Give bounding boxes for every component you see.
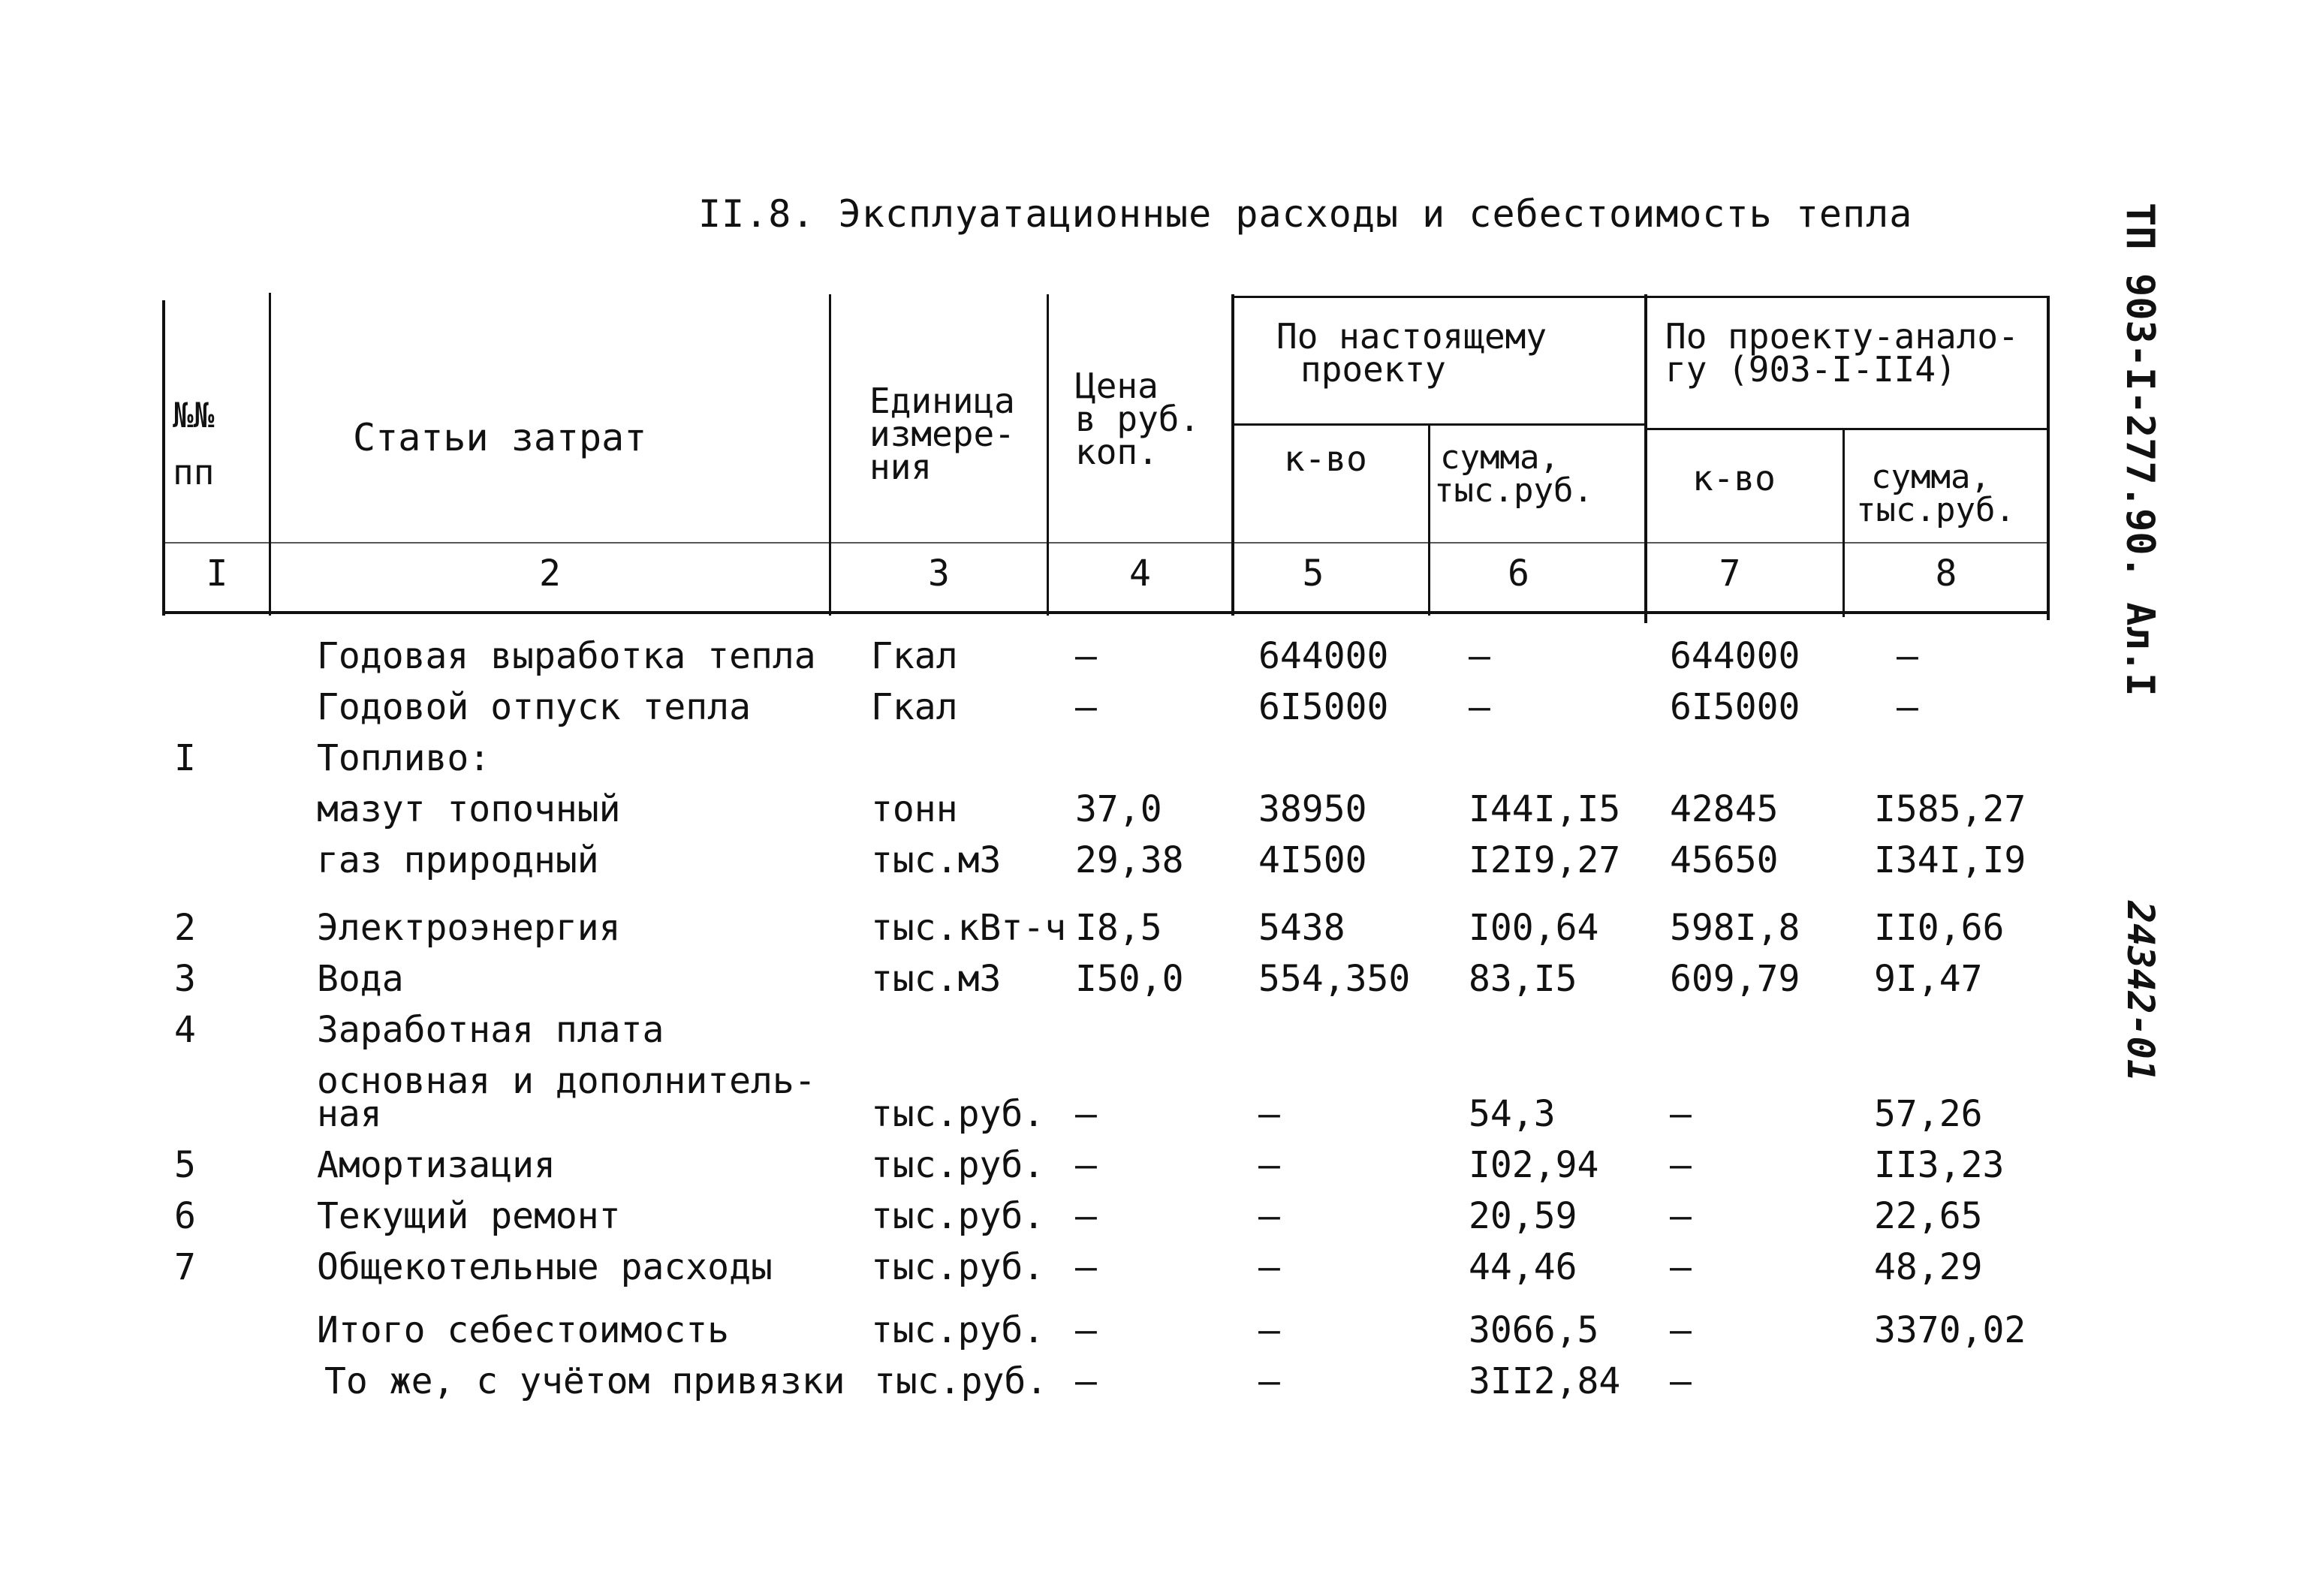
header-unit-line3: ния — [869, 447, 933, 487]
cell-qty-analog: 598I,8 — [1670, 907, 1800, 949]
cell-sum-analog: – — [1897, 635, 1918, 677]
cell-qty-analog: – — [1670, 1246, 1692, 1288]
cell-price: – — [1075, 635, 1097, 677]
hline-group2 — [1644, 428, 2050, 430]
cell-sum-current: I02,94 — [1469, 1144, 1599, 1186]
cell-qty-current: 5438 — [1258, 907, 1345, 949]
cell-num: I — [174, 737, 196, 779]
cell-name: газ природный — [317, 839, 599, 881]
hline-group1 — [1231, 423, 1646, 426]
cell-name: Годовой отпуск тепла — [317, 686, 751, 728]
cell-unit: тыс.кВт-ч — [871, 907, 1067, 949]
cell-sum-current: – — [1469, 635, 1490, 677]
header-group-analog — [1665, 316, 2019, 390]
cell-num: 3 — [174, 958, 196, 1000]
cell-price: – — [1075, 1360, 1097, 1402]
header-group-current-line2: проекту — [1300, 349, 1446, 390]
document-number — [2095, 901, 2170, 1126]
cell-qty-analog: – — [1670, 1144, 1692, 1186]
cell-sum-analog: – — [1897, 686, 1918, 728]
header-qty-analog: к-во — [1692, 458, 1776, 498]
cell-sum-current: 83,I5 — [1469, 958, 1577, 1000]
header-items: Статьи затрат — [353, 416, 647, 459]
cell-name: Электроэнергия — [317, 907, 621, 949]
header-group-analog-line2: гу (903-I-II4) — [1665, 349, 1957, 390]
cell-sum-current: I44I,I5 — [1469, 788, 1621, 830]
cell-name: Топливо: — [317, 737, 491, 779]
cell-unit: тыс.руб. — [871, 1093, 1045, 1135]
cell-qty-current: – — [1258, 1195, 1280, 1237]
header-sum-current-line1: сумма, — [1440, 438, 1559, 477]
cell-unit: Гкал — [871, 635, 958, 677]
hline-colnums — [162, 542, 2050, 544]
header-price — [1075, 366, 1201, 472]
colnum-8: 8 — [1935, 553, 1957, 595]
cell-unit: тыс.руб. — [871, 1144, 1045, 1186]
header-price-line1: Цена — [1075, 366, 1159, 406]
header-num-line1: №№ — [173, 395, 215, 435]
cell-qty-analog: 609,79 — [1670, 958, 1800, 1000]
cell-name: Вода — [317, 958, 404, 1000]
cell-name: мазут топочный — [317, 788, 621, 830]
header-qty-current: к-во — [1284, 438, 1367, 479]
header-unit-line1: Единица — [869, 381, 1015, 421]
colnum-5: 5 — [1302, 553, 1324, 595]
cell-qty-analog: – — [1670, 1195, 1692, 1237]
document-code-text: ТП 903-I-277.90. Ал.I — [2117, 203, 2162, 697]
hline-top — [1231, 296, 2050, 298]
cell-price: – — [1075, 1309, 1097, 1351]
cell-price: I8,5 — [1075, 907, 1162, 949]
header-group-current-line1: По настоящему — [1276, 316, 1547, 357]
header-unit-line2: измере- — [869, 414, 1015, 454]
cell-qty-current: 554,350 — [1258, 958, 1411, 1000]
cell-qty-current: – — [1258, 1309, 1280, 1351]
cell-unit: тыс.м3 — [871, 958, 1002, 1000]
cell-qty-current: 644000 — [1258, 635, 1389, 677]
header-price-line3: коп. — [1075, 432, 1159, 472]
cell-num: 7 — [174, 1246, 196, 1288]
colnum-2: 2 — [539, 553, 561, 595]
hline-bottom — [162, 611, 2050, 614]
cell-qty-current: 38950 — [1258, 788, 1367, 830]
cell-sum-current: 44,46 — [1469, 1246, 1577, 1288]
cell-price: – — [1075, 1246, 1097, 1288]
header-group-analog-line1: По проекту-анало- — [1665, 316, 2019, 357]
cell-price: 37,0 — [1075, 788, 1162, 830]
cell-sum-current: I00,64 — [1469, 907, 1599, 949]
cell-unit: тыс.м3 — [871, 839, 1002, 881]
cell-name: То же, с учётом привязки — [324, 1360, 845, 1402]
cell-unit: тыс.руб. — [871, 1195, 1045, 1237]
cell-sum-current: – — [1469, 686, 1490, 728]
cell-name: Заработная плата — [317, 1009, 664, 1051]
cell-unit: Гкал — [871, 686, 958, 728]
cell-qty-analog: 644000 — [1670, 635, 1800, 677]
cell-sum-analog: II0,66 — [1874, 907, 2005, 949]
cell-qty-analog: 6I5000 — [1670, 686, 1800, 728]
cell-num: 4 — [174, 1009, 196, 1051]
cell-qty-current: – — [1258, 1093, 1280, 1135]
cell-qty-analog: – — [1670, 1360, 1692, 1402]
header-group-current — [1276, 316, 1547, 390]
cell-price: – — [1075, 1144, 1097, 1186]
cell-sum-analog: 9I,47 — [1874, 958, 1983, 1000]
colnum-4: 4 — [1129, 553, 1151, 595]
cell-qty-current: – — [1258, 1144, 1280, 1186]
cell-price: – — [1075, 686, 1097, 728]
cell-sum-analog: 57,26 — [1874, 1093, 1983, 1135]
header-num-line2: пп — [173, 452, 215, 492]
cell-name: основная и дополнитель- — [317, 1060, 816, 1102]
cell-name: ная — [317, 1093, 382, 1135]
header-unit — [869, 381, 1015, 487]
header-sum-current-line2: тыс.руб. — [1434, 471, 1593, 510]
cell-name: Общекотельные расходы — [317, 1246, 773, 1288]
cell-qty-current: – — [1258, 1246, 1280, 1288]
cell-sum-analog: 48,29 — [1874, 1246, 1983, 1288]
cell-sum-analog: II3,23 — [1874, 1144, 2005, 1186]
cell-sum-analog: 3370,02 — [1874, 1309, 2026, 1351]
cell-unit: тыс.руб. — [871, 1246, 1045, 1288]
cell-name: Текущий ремонт — [317, 1195, 621, 1237]
cell-qty-current: 4I500 — [1258, 839, 1367, 881]
cell-qty-analog: – — [1670, 1309, 1692, 1351]
cell-sum-analog: 22,65 — [1874, 1195, 1983, 1237]
colnum-6: 6 — [1508, 553, 1529, 595]
document-number-text: 24342-01 — [2119, 901, 2162, 1082]
cell-price: – — [1075, 1093, 1097, 1135]
cell-price: I50,0 — [1075, 958, 1184, 1000]
header-sum-analog-line1: сумма, — [1871, 458, 1990, 496]
colnum-1: I — [206, 553, 228, 595]
cell-price: – — [1075, 1195, 1097, 1237]
header-price-line2: в руб. — [1075, 399, 1201, 439]
header-sum-current — [1431, 438, 1593, 510]
cell-unit: тыс.руб. — [871, 1309, 1045, 1351]
cell-unit: тонн — [871, 788, 958, 830]
cell-sum-current: 3066,5 — [1469, 1309, 1599, 1351]
cell-sum-current: I2I9,27 — [1469, 839, 1621, 881]
header-sum-analog-line2: тыс.руб. — [1856, 491, 2015, 529]
cell-unit: тыс.руб. — [874, 1360, 1048, 1402]
cell-sum-analog: I34I,I9 — [1874, 839, 2026, 881]
cell-qty-analog: – — [1670, 1093, 1692, 1135]
cell-num: 2 — [174, 907, 196, 949]
colnum-3: 3 — [928, 553, 950, 595]
cell-sum-current: 3II2,84 — [1469, 1360, 1621, 1402]
cell-name: Итого себестоимость — [317, 1309, 730, 1351]
cell-sum-current: 20,59 — [1469, 1195, 1577, 1237]
cell-qty-analog: 42845 — [1670, 788, 1779, 830]
page-title: II.8. Эксплуатационные расходы и себестоимость тепла — [698, 192, 1913, 236]
cell-qty-current: 6I5000 — [1258, 686, 1389, 728]
cell-name: Годовая выработка тепла — [317, 635, 816, 677]
cell-num: 5 — [174, 1144, 196, 1186]
cell-qty-current: – — [1258, 1360, 1280, 1402]
cell-name: Амортизация — [317, 1144, 556, 1186]
cell-qty-analog: 45650 — [1670, 839, 1779, 881]
cell-sum-current: 54,3 — [1469, 1093, 1556, 1135]
document-code — [2095, 203, 2170, 697]
cell-sum-analog: I585,27 — [1874, 788, 2026, 830]
header-sum-analog — [1847, 458, 2015, 529]
cell-price: 29,38 — [1075, 839, 1184, 881]
cell-num: 6 — [174, 1195, 196, 1237]
colnum-7: 7 — [1719, 553, 1741, 595]
